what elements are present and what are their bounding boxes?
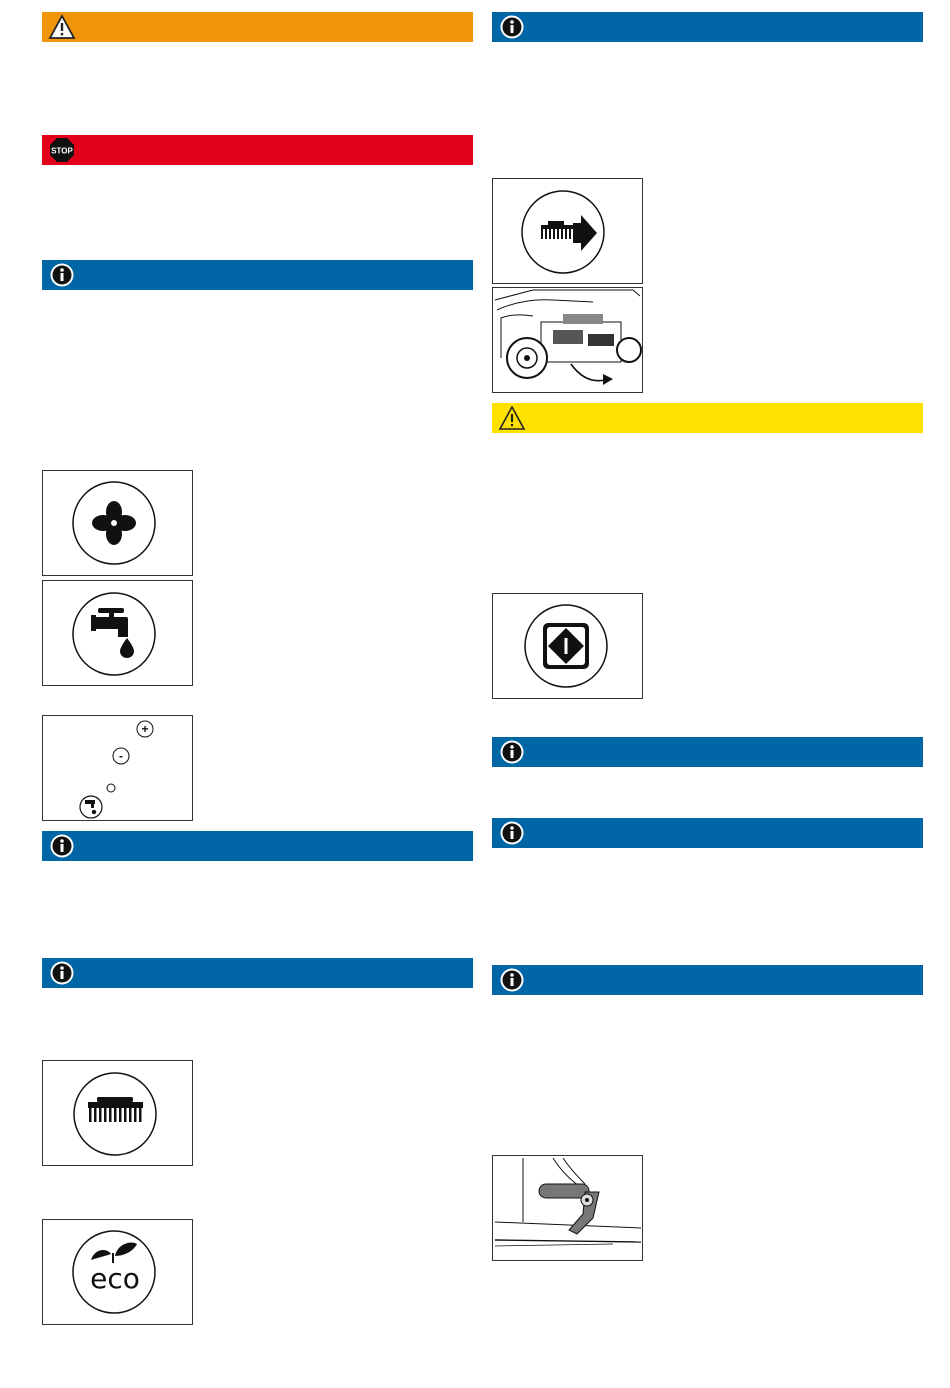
- info-bar: [42, 958, 473, 988]
- warning-triangle-icon: [48, 14, 76, 40]
- info-bar: [492, 737, 923, 767]
- info-bar: [492, 965, 923, 995]
- svg-text:-: -: [119, 749, 123, 763]
- info-icon: [498, 14, 526, 40]
- brush-release-symbol: [492, 178, 643, 284]
- indicator-led-icon: [107, 784, 115, 792]
- caution-bar: [492, 403, 923, 433]
- diamond-switch-icon: [543, 623, 589, 669]
- info-bar: [42, 260, 473, 290]
- brush-symbol: [42, 1060, 193, 1166]
- water-supply-symbol: [42, 580, 193, 686]
- info-icon: [498, 739, 526, 765]
- squeegee-lever-illustration: [492, 1155, 643, 1261]
- info-bar: [42, 831, 473, 861]
- info-icon: [48, 833, 76, 859]
- svg-text:STOP: STOP: [51, 146, 73, 156]
- info-bar: [492, 12, 923, 42]
- eco-label: eco: [90, 1262, 140, 1295]
- warning-triangle-icon: [498, 405, 526, 431]
- info-icon: [498, 967, 526, 993]
- water-flow-control: [42, 715, 193, 821]
- eco-mode-symbol: [42, 1219, 193, 1325]
- suction-fan-symbol: [42, 470, 193, 576]
- info-icon: [48, 262, 76, 288]
- svg-text:+: +: [141, 722, 149, 736]
- warning-bar: [42, 12, 473, 42]
- stop-icon: [48, 137, 76, 163]
- machine-underside-illustration: [492, 287, 643, 393]
- danger-bar: [42, 135, 473, 165]
- info-icon: [48, 960, 76, 986]
- emergency-stop-symbol: [492, 593, 643, 699]
- lever-icon: [539, 1184, 599, 1234]
- info-bar: [492, 818, 923, 848]
- info-icon: [498, 820, 526, 846]
